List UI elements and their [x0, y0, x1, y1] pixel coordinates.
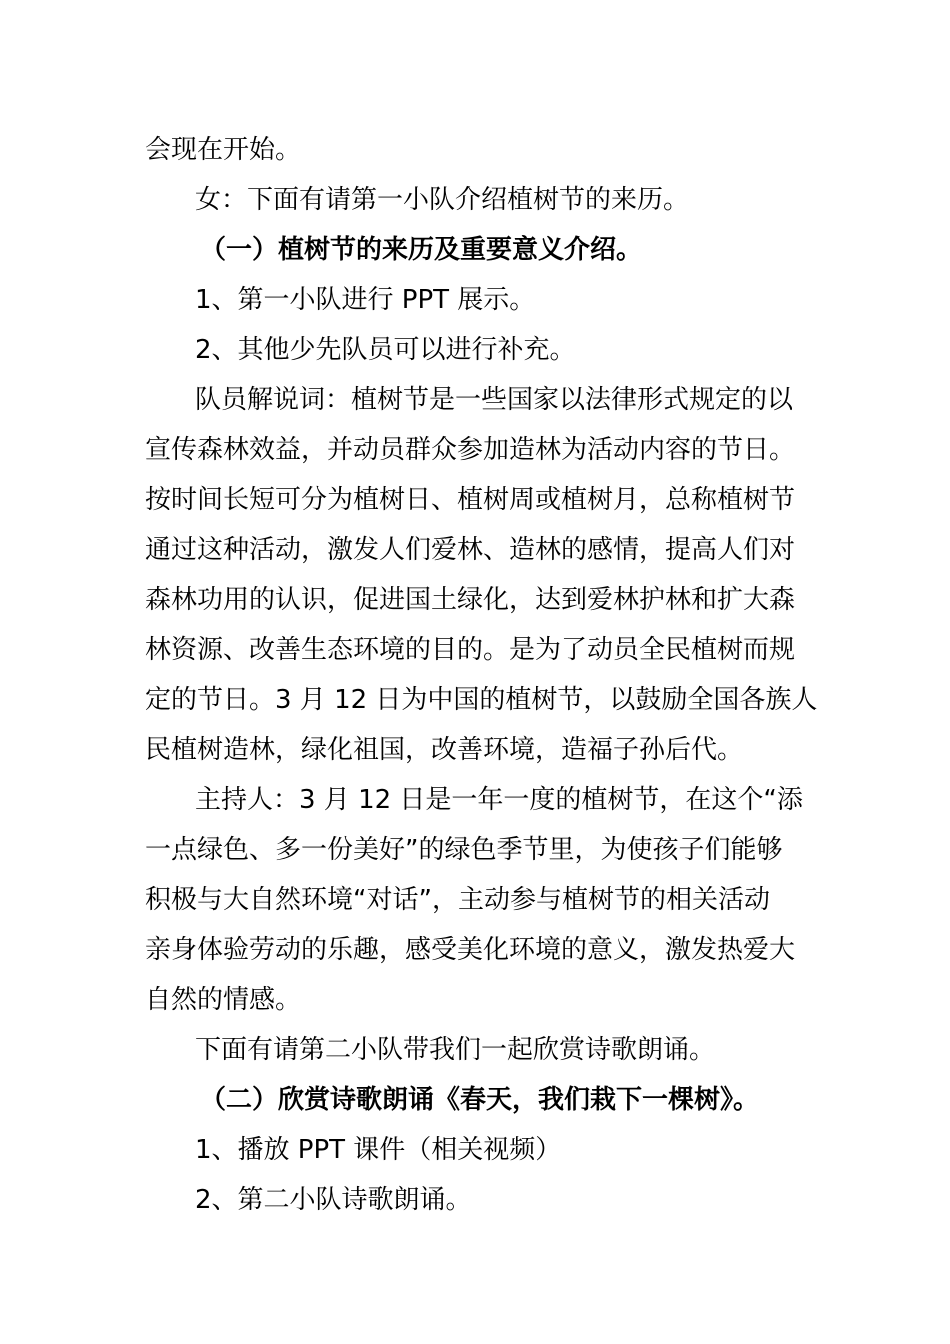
paragraph-line: 自然的情感。 — [145, 985, 302, 1015]
paragraph-line: 民植树造林，绿化祖国，改善环境，造福子孙后代。 — [145, 735, 744, 765]
paragraph-line: 一点绿色、多一份美好”的绿色季节里，为使孩子们能够 — [145, 835, 783, 865]
section-heading-2: （二）欣赏诗歌朗诵《春天，我们栽下一棵树》。 — [200, 1085, 760, 1115]
list-item: 2、其他少先队员可以进行补充。 — [195, 335, 576, 365]
section-heading-1: （一）植树节的来历及重要意义介绍。 — [200, 235, 643, 265]
paragraph-line: 队员解说词：植树节是一些国家以法律形式规定的以 — [195, 385, 794, 415]
paragraph-line: 森林功用的认识，促进国土绿化，达到爱林护林和扩大森 — [145, 585, 796, 615]
paragraph-line: 女：下面有请第一小队介绍植树节的来历。 — [195, 185, 690, 215]
paragraph-line: 宣传森林效益，并动员群众参加造林为活动内容的节日。 — [145, 435, 796, 465]
paragraph-line: 按时间长短可分为植树日、植树周或植树月，总称植树节 — [145, 485, 796, 515]
list-item: 1、第一小队进行 PPT 展示。 — [195, 285, 536, 315]
list-item: 1、播放 PPT 课件（相关视频） — [195, 1135, 562, 1165]
paragraph-line: 积极与大自然环境“对话”，主动参与植树节的相关活动 — [145, 885, 770, 915]
paragraph-line: 下面有请第二小队带我们一起欣赏诗歌朗诵。 — [195, 1035, 716, 1065]
list-item: 2、第二小队诗歌朗诵。 — [195, 1185, 472, 1215]
paragraph-line: 林资源、改善生态环境的目的。是为了动员全民植树而规 — [145, 635, 796, 665]
paragraph-line: 亲身体验劳动的乐趣，感受美化环境的意义，激发热爱大 — [145, 935, 796, 965]
paragraph-line: 主持人：3 月 12 日是一年一度的植树节，在这个“添 — [195, 785, 803, 815]
paragraph-line: 会现在开始。 — [145, 135, 302, 165]
paragraph-line: 通过这种活动，激发人们爱林、造林的感情，提高人们对 — [145, 535, 796, 565]
paragraph-line: 定的节日。3 月 12 日为中国的植树节，以鼓励全国各族人 — [145, 685, 818, 715]
